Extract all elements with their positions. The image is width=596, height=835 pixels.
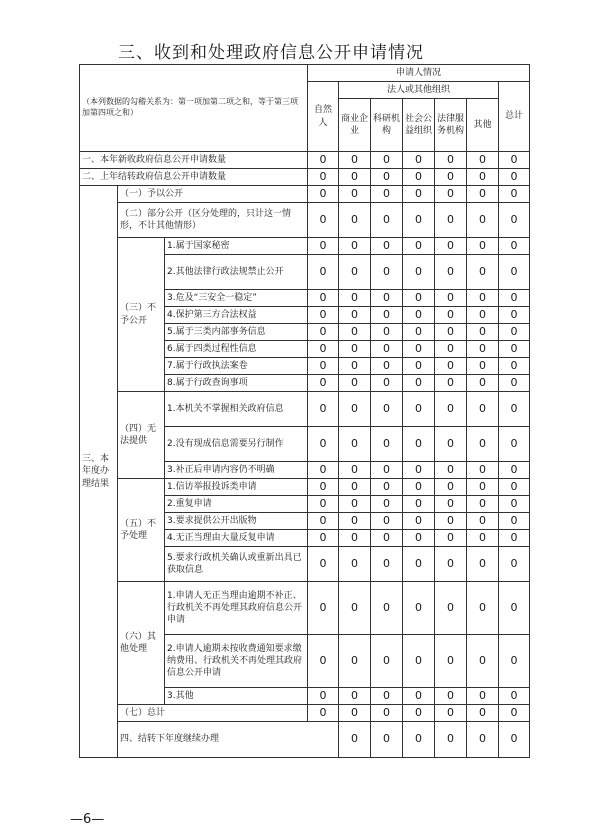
value-cell: 0 xyxy=(435,635,467,688)
value-cell: 0 xyxy=(371,479,403,496)
value-cell: 0 xyxy=(371,513,403,530)
value-cell: 0 xyxy=(499,688,530,705)
research-header: 科研机构 xyxy=(371,99,403,152)
value-cell: 0 xyxy=(339,462,371,479)
value-cell: 0 xyxy=(467,169,499,186)
other-header: 其他 xyxy=(467,99,499,152)
value-cell: 0 xyxy=(339,496,371,513)
value-cell: 0 xyxy=(467,255,499,290)
value-cell: 0 xyxy=(308,358,339,375)
value-cell: 0 xyxy=(339,307,371,324)
value-cell: 0 xyxy=(467,705,499,722)
value-cell: 0 xyxy=(435,341,467,358)
value-cell: 0 xyxy=(339,688,371,705)
value-cell: 0 xyxy=(499,530,530,547)
value-cell: 0 xyxy=(308,238,339,255)
page-number: —6— xyxy=(70,812,105,827)
value-cell: 0 xyxy=(339,186,371,203)
value-cell: 0 xyxy=(339,427,371,462)
value-cell: 0 xyxy=(308,462,339,479)
value-cell: 0 xyxy=(467,152,499,169)
value-cell: 0 xyxy=(435,186,467,203)
value-cell: 0 xyxy=(339,324,371,341)
value-cell: 0 xyxy=(308,479,339,496)
value-cell: 0 xyxy=(499,547,530,582)
value-cell: 0 xyxy=(499,722,530,758)
value-cell: 0 xyxy=(308,688,339,705)
value-cell: 0 xyxy=(403,324,435,341)
row-label: 3.补正后申请内容仍不明确 xyxy=(165,462,308,479)
row-label: 3.危及“三安全一稳定” xyxy=(165,290,308,307)
value-cell: 0 xyxy=(339,152,371,169)
row-label: （七）总计 xyxy=(118,705,308,722)
value-cell: 0 xyxy=(339,358,371,375)
social-header: 社会公益组织 xyxy=(403,99,435,152)
row-label: 四、结转下年度继续办理 xyxy=(118,722,339,758)
value-cell: 0 xyxy=(403,496,435,513)
value-cell: 0 xyxy=(403,462,435,479)
value-cell: 0 xyxy=(339,479,371,496)
value-cell: 0 xyxy=(371,255,403,290)
row-label: 4.保护第三方合法权益 xyxy=(165,307,308,324)
value-cell: 0 xyxy=(371,582,403,635)
value-cell: 0 xyxy=(435,290,467,307)
value-cell: 0 xyxy=(467,375,499,392)
value-cell: 0 xyxy=(403,479,435,496)
value-cell: 0 xyxy=(499,635,530,688)
value-cell: 0 xyxy=(308,152,339,169)
value-cell: 0 xyxy=(467,290,499,307)
value-cell: 0 xyxy=(499,392,530,427)
value-cell: 0 xyxy=(308,513,339,530)
page-title: 三、收到和处理政府信息公开申请情况 xyxy=(118,43,424,63)
value-cell: 0 xyxy=(403,582,435,635)
value-cell: 0 xyxy=(403,722,435,758)
row-label: 1.属于国家秘密 xyxy=(165,238,308,255)
value-cell: 0 xyxy=(467,547,499,582)
value-cell: 0 xyxy=(467,496,499,513)
row-label: 二、上年结转政府信息公开申请数量 xyxy=(80,169,308,186)
value-cell: 0 xyxy=(435,688,467,705)
value-cell: 0 xyxy=(467,427,499,462)
group-label: （四）无法提供 xyxy=(118,392,165,479)
value-cell: 0 xyxy=(371,186,403,203)
value-cell: 0 xyxy=(308,290,339,307)
value-cell: 0 xyxy=(435,513,467,530)
value-cell: 0 xyxy=(499,238,530,255)
value-cell: 0 xyxy=(499,255,530,290)
value-cell: 0 xyxy=(467,307,499,324)
value-cell: 0 xyxy=(435,496,467,513)
legal-service-header: 法律服务机构 xyxy=(435,99,467,152)
value-cell: 0 xyxy=(308,705,339,722)
value-cell: 0 xyxy=(403,203,435,238)
value-cell: 0 xyxy=(339,290,371,307)
value-cell: 0 xyxy=(371,324,403,341)
value-cell: 0 xyxy=(499,307,530,324)
value-cell: 0 xyxy=(403,392,435,427)
value-cell: 0 xyxy=(308,375,339,392)
group-label: 三、本年度办理结果 xyxy=(80,186,118,758)
value-cell: 0 xyxy=(339,705,371,722)
value-cell: 0 xyxy=(371,635,403,688)
value-cell: 0 xyxy=(308,341,339,358)
value-cell: 0 xyxy=(403,513,435,530)
value-cell: 0 xyxy=(308,392,339,427)
value-cell: 0 xyxy=(467,324,499,341)
value-cell: 0 xyxy=(467,688,499,705)
value-cell: 0 xyxy=(467,358,499,375)
row-label: 2.没有现成信息需要另行制作 xyxy=(165,427,308,462)
natural-person-header: 自然人 xyxy=(308,82,339,152)
value-cell: 0 xyxy=(499,705,530,722)
total-header: 总计 xyxy=(499,82,530,152)
value-cell: 0 xyxy=(403,705,435,722)
value-cell: 0 xyxy=(499,479,530,496)
value-cell: 0 xyxy=(308,635,339,688)
value-cell: 0 xyxy=(403,186,435,203)
value-cell: 0 xyxy=(308,547,339,582)
value-cell: 0 xyxy=(308,169,339,186)
value-cell: 0 xyxy=(371,530,403,547)
value-cell: 0 xyxy=(467,722,499,758)
value-cell: 0 xyxy=(499,341,530,358)
value-cell: 0 xyxy=(435,169,467,186)
row-label: 2.重复申请 xyxy=(165,496,308,513)
value-cell: 0 xyxy=(435,462,467,479)
value-cell: 0 xyxy=(467,341,499,358)
value-cell: 0 xyxy=(371,358,403,375)
value-cell: 0 xyxy=(339,238,371,255)
value-cell: 0 xyxy=(403,358,435,375)
value-cell: 0 xyxy=(499,203,530,238)
value-cell: 0 xyxy=(403,635,435,688)
row-label: 5.要求行政机关确认或重新出具已获取信息 xyxy=(165,547,308,582)
legal-person-header: 法人或其他组织 xyxy=(339,82,499,99)
value-cell: 0 xyxy=(339,392,371,427)
row-label: （一）予以公开 xyxy=(118,186,308,203)
value-cell: 0 xyxy=(371,722,403,758)
value-cell: 0 xyxy=(435,375,467,392)
value-cell: 0 xyxy=(308,186,339,203)
value-cell: 0 xyxy=(371,392,403,427)
value-cell: 0 xyxy=(467,392,499,427)
row-label: 1.申请人无正当理由逾期不补正、行政机关不再处理其政府信息公开申请 xyxy=(165,582,308,635)
value-cell: 0 xyxy=(499,324,530,341)
value-cell: 0 xyxy=(499,186,530,203)
value-cell: 0 xyxy=(435,582,467,635)
value-cell: 0 xyxy=(403,290,435,307)
value-cell: 0 xyxy=(339,547,371,582)
value-cell: 0 xyxy=(308,530,339,547)
value-cell: 0 xyxy=(308,427,339,462)
value-cell: 0 xyxy=(435,547,467,582)
row-label: 一、本年新收政府信息公开申请数量 xyxy=(80,152,308,169)
value-cell: 0 xyxy=(371,688,403,705)
value-cell: 0 xyxy=(308,582,339,635)
value-cell: 0 xyxy=(435,530,467,547)
value-cell: 0 xyxy=(339,530,371,547)
value-cell: 0 xyxy=(371,307,403,324)
value-cell: 0 xyxy=(467,203,499,238)
group-label: （三）不予公开 xyxy=(118,238,165,392)
value-cell: 0 xyxy=(499,513,530,530)
value-cell: 0 xyxy=(435,152,467,169)
row-label: 3.要求提供公开出版物 xyxy=(165,513,308,530)
value-cell: 0 xyxy=(435,722,467,758)
value-cell: 0 xyxy=(371,462,403,479)
value-cell: 0 xyxy=(371,169,403,186)
value-cell: 0 xyxy=(403,307,435,324)
table-row xyxy=(80,186,530,203)
table-row xyxy=(80,169,530,186)
value-cell: 0 xyxy=(435,238,467,255)
row-label: 8.属于行政查询事项 xyxy=(165,375,308,392)
value-cell: 0 xyxy=(371,427,403,462)
value-cell: 0 xyxy=(435,479,467,496)
value-cell: 0 xyxy=(435,324,467,341)
value-cell: 0 xyxy=(435,203,467,238)
value-cell: 0 xyxy=(308,203,339,238)
value-cell: 0 xyxy=(371,152,403,169)
value-cell: 0 xyxy=(403,169,435,186)
value-cell: 0 xyxy=(403,547,435,582)
value-cell: 0 xyxy=(467,186,499,203)
value-cell: 0 xyxy=(499,582,530,635)
row-label: （二）部分公开（区分处理的，只计这一情形，不计其他情形） xyxy=(118,203,308,238)
value-cell: 0 xyxy=(435,392,467,427)
value-cell: 0 xyxy=(403,530,435,547)
value-cell: 0 xyxy=(308,255,339,290)
value-cell: 0 xyxy=(403,375,435,392)
value-cell: 0 xyxy=(499,462,530,479)
table-row xyxy=(80,152,530,169)
row-label: 2.申请人逾期未按收费通知要求缴纳费用、行政机关不再处理其政府信息公开申请 xyxy=(165,635,308,688)
value-cell: 0 xyxy=(339,635,371,688)
table-row xyxy=(80,392,530,427)
value-cell: 0 xyxy=(339,341,371,358)
value-cell: 0 xyxy=(339,203,371,238)
value-cell: 0 xyxy=(339,169,371,186)
value-cell: 0 xyxy=(499,427,530,462)
value-cell: 0 xyxy=(403,341,435,358)
table-row xyxy=(80,238,530,255)
value-cell: 0 xyxy=(435,307,467,324)
value-cell: 0 xyxy=(499,358,530,375)
row-label: 7.属于行政执法案卷 xyxy=(165,358,308,375)
table-row xyxy=(80,479,530,496)
value-cell: 0 xyxy=(499,496,530,513)
value-cell: 0 xyxy=(403,152,435,169)
value-cell: 0 xyxy=(467,479,499,496)
group-label: （六）其他处理 xyxy=(118,582,165,705)
value-cell: 0 xyxy=(403,255,435,290)
row-label: 1.本机关不掌握相关政府信息 xyxy=(165,392,308,427)
row-label: 4.无正当理由大量反复申请 xyxy=(165,530,308,547)
value-cell: 0 xyxy=(467,635,499,688)
value-cell: 0 xyxy=(403,688,435,705)
value-cell: 0 xyxy=(467,513,499,530)
row-label: 6.属于四类过程性信息 xyxy=(165,341,308,358)
value-cell: 0 xyxy=(308,496,339,513)
table-row xyxy=(80,582,530,635)
value-cell: 0 xyxy=(339,722,371,758)
value-cell: 0 xyxy=(467,582,499,635)
value-cell: 0 xyxy=(371,238,403,255)
value-cell: 0 xyxy=(339,513,371,530)
value-cell: 0 xyxy=(371,290,403,307)
value-cell: 0 xyxy=(371,203,403,238)
value-cell: 0 xyxy=(403,238,435,255)
value-cell: 0 xyxy=(339,375,371,392)
value-cell: 0 xyxy=(499,290,530,307)
value-cell: 0 xyxy=(435,427,467,462)
value-cell: 0 xyxy=(339,255,371,290)
row-label: 1.信访举报投诉类申请 xyxy=(165,479,308,496)
table-row xyxy=(80,705,530,722)
value-cell: 0 xyxy=(467,238,499,255)
value-cell: 0 xyxy=(308,324,339,341)
commercial-header: 商业企业 xyxy=(339,99,371,152)
value-cell: 0 xyxy=(371,547,403,582)
group-label: （五）不予处理 xyxy=(118,479,165,582)
value-cell: 0 xyxy=(308,307,339,324)
value-cell: 0 xyxy=(371,705,403,722)
disclosure-table xyxy=(79,64,530,758)
row-label: 3.其他 xyxy=(165,688,308,705)
value-cell: 0 xyxy=(435,255,467,290)
value-cell: 0 xyxy=(499,375,530,392)
table-row xyxy=(80,722,530,758)
value-cell: 0 xyxy=(499,169,530,186)
value-cell: 0 xyxy=(371,496,403,513)
value-cell: 0 xyxy=(499,152,530,169)
applicant-header: 申请人情况 xyxy=(308,65,530,82)
row-label: 2.其他法律行政法规禁止公开 xyxy=(165,255,308,290)
value-cell: 0 xyxy=(403,427,435,462)
value-cell: 0 xyxy=(467,462,499,479)
note-cell: （本列数据的勾稽关系为：第一项加第二项之和，等于第三项加第四项之和） xyxy=(80,65,308,152)
value-cell: 0 xyxy=(371,341,403,358)
value-cell: 0 xyxy=(339,582,371,635)
value-cell: 0 xyxy=(435,705,467,722)
row-label: 5.属于三类内部事务信息 xyxy=(165,324,308,341)
value-cell: 0 xyxy=(435,358,467,375)
table-row xyxy=(80,203,530,238)
value-cell: 0 xyxy=(371,375,403,392)
value-cell: 0 xyxy=(467,530,499,547)
